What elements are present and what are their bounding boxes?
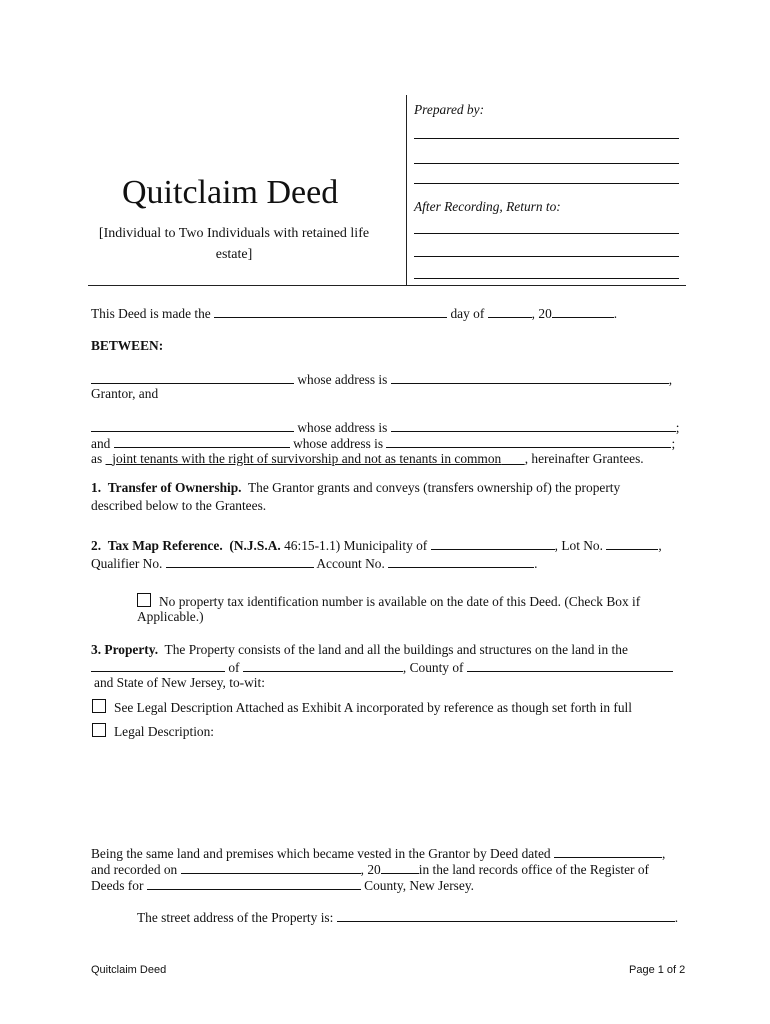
section3-county-of: , County of: [402, 660, 464, 675]
section2-line1: 2. Tax Map Reference. (N.J.S.A. 46:15-1.1) Municipality of , Lot No. ,: [91, 538, 662, 553]
grantor-whose-address: whose address is: [297, 372, 388, 387]
document-title: Quitclaim Deed: [122, 174, 339, 211]
grantee1-line: whose address is ;: [91, 418, 679, 436]
date-year-field[interactable]: [552, 304, 614, 318]
footer-title: Quitclaim Deed: [91, 964, 167, 976]
grantee1-address-field[interactable]: [391, 418, 676, 432]
section3-heading: 3. Property.: [91, 642, 159, 657]
section1-text-1: The Grantor grants and conveys (transfers ownership of) the property: [248, 480, 621, 495]
header-divider-vertical: [406, 95, 407, 285]
section1-heading: Transfer of Ownership.: [107, 480, 242, 495]
section2-number: 2.: [91, 538, 102, 553]
grantee2-line: and whose address is ;: [91, 436, 676, 451]
grantor-address-field[interactable]: [391, 370, 669, 384]
intro-made-the: This Deed is made the: [91, 306, 211, 321]
street-address-field[interactable]: [337, 908, 675, 922]
section1-number: 1.: [91, 480, 102, 495]
tenancy-line: [91, 451, 644, 467]
property-county-field[interactable]: [467, 658, 673, 672]
municipality-field[interactable]: [431, 536, 555, 550]
option-attached: [92, 699, 632, 716]
section2-heading: Tax Map Reference.: [107, 538, 223, 553]
intro-year-prefix: , 20: [531, 306, 552, 321]
qualifier-label: Qualifier No.: [91, 556, 163, 571]
section2-statute-rest: 46:15-1.1) Municipality of: [284, 538, 428, 553]
header-divider-horizontal: [88, 285, 686, 286]
tenancy-value: joint tenants with the right of survivorship and not as tenants in common: [112, 451, 502, 466]
date-month-field[interactable]: [488, 304, 532, 318]
grantee1-name-field[interactable]: [91, 418, 294, 432]
recorded-year-field[interactable]: [381, 860, 419, 874]
recorded-on-field[interactable]: [181, 860, 361, 874]
vesting-line1: Being the same land and premises which became vested in the Grantor by Deed dated ,: [91, 846, 666, 861]
option-attached-text: See Legal Description Attached as Exhibit A incorporated by reference as though set forth in full: [114, 700, 632, 715]
between-heading: BETWEEN:: [91, 338, 164, 353]
section2-statute: (N.J.S.A.: [229, 538, 281, 553]
no-tax-id-text-2: Applicable.): [137, 609, 204, 624]
attached-exhibit-checkbox[interactable]: [92, 699, 106, 713]
document-subtitle: [Individual to Two Individuals with retained life estate]: [98, 226, 370, 262]
grantor-line: whose address is ,: [91, 370, 672, 388]
street-address-line: The street address of the Property is: .: [137, 910, 679, 925]
vesting-year-20: , 20: [360, 862, 381, 877]
return-to-line-1[interactable]: [414, 233, 679, 234]
intro-day-of: day of: [450, 306, 485, 321]
grantee1-whose-address: whose address is: [297, 420, 388, 435]
lot-no-field[interactable]: [606, 536, 658, 550]
property-municipality-field[interactable]: [243, 658, 403, 672]
deed-dated-field[interactable]: [554, 844, 662, 858]
return-to-label: After Recording, Return to:: [414, 199, 561, 214]
prepared-by-label: Prepared by:: [414, 102, 485, 117]
section1-line1: [91, 480, 620, 496]
return-to-line-3[interactable]: [414, 278, 679, 279]
section3-state: and State of New Jersey, to-wit:: [94, 675, 265, 690]
account-label: Account No.: [316, 556, 385, 571]
deeds-county-field[interactable]: [147, 876, 361, 890]
no-tax-id-checkbox[interactable]: [137, 593, 151, 607]
section3-text: The Property consists of the land and all the buildings and structures on the land in the: [164, 642, 628, 657]
prepared-by-line-3[interactable]: [414, 183, 679, 184]
land-records-text: in the land records office of the Register of: [418, 862, 650, 877]
section3-line2: [91, 658, 673, 676]
section2-line2: Qualifier No. Account No. .: [91, 556, 538, 571]
property-location-field[interactable]: [91, 658, 225, 672]
grantee2-name-field[interactable]: [114, 434, 290, 448]
no-tax-id-option: [137, 593, 640, 610]
qualifier-field[interactable]: [166, 554, 314, 568]
tenancy-as: as: [91, 451, 103, 466]
vesting-text: Being the same land and premises which became vested in the Grantor by Deed dated: [91, 846, 551, 861]
intro-line: [91, 304, 617, 322]
tenancy-hereinafter: , hereinafter Grantees.: [524, 451, 644, 466]
option-legal: [92, 723, 214, 740]
grantee2-whose-address: whose address is: [293, 436, 384, 451]
intro-period: .: [613, 306, 618, 321]
grantor-label: Grantor, and: [91, 386, 159, 401]
grantor-name-field[interactable]: [91, 370, 294, 384]
grantee2-address-field[interactable]: [386, 434, 671, 448]
footer-page-number: Page 1 of 2: [629, 964, 686, 976]
legal-description-checkbox[interactable]: [92, 723, 106, 737]
prepared-by-line-2[interactable]: [414, 163, 679, 164]
grantee2-and: and: [91, 436, 111, 451]
tenancy-text: [106, 451, 525, 466]
section3-of: of: [228, 660, 240, 675]
vesting-line3: [91, 876, 474, 894]
no-tax-id-text-1: No property tax identification number is available on the date of this Deed. (Check Box if: [159, 594, 641, 609]
option-legal-text: Legal Description:: [114, 724, 215, 739]
section1-text-2: described below to the Grantees.: [91, 498, 267, 513]
recorded-on-label: and recorded on: [91, 862, 178, 877]
prepared-by-line-1[interactable]: [414, 138, 679, 139]
deeds-for-label: Deeds for: [91, 878, 144, 893]
section2-lot-no: , Lot No.: [554, 538, 603, 553]
street-address-label: The street address of the Property is:: [137, 910, 334, 925]
county-nj-text: County, New Jersey.: [364, 878, 474, 893]
date-day-field[interactable]: [214, 304, 447, 318]
account-field[interactable]: [388, 554, 534, 568]
section3-line1: [91, 642, 628, 658]
return-to-line-2[interactable]: [414, 256, 679, 257]
